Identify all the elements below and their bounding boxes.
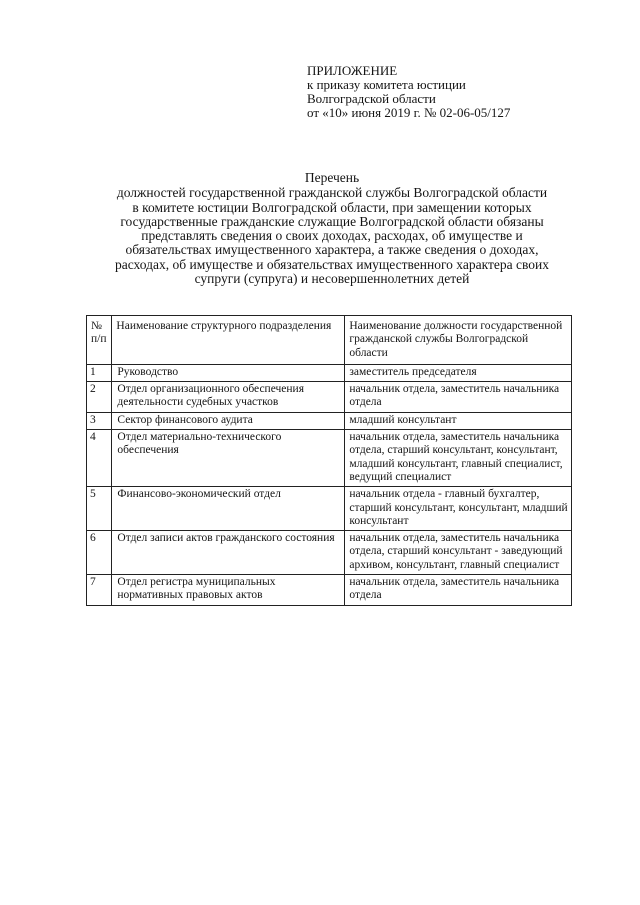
document-title bbox=[76, 171, 588, 286]
title-line: государственные гражданские служащие Волгоградской области обязаны bbox=[120, 213, 544, 229]
appendix-order-ref: к приказу комитета юстиции bbox=[307, 77, 466, 92]
header-position: Наименование должности государственной гражданской службы Волгоградской области bbox=[345, 316, 572, 365]
row-number: 4 bbox=[87, 430, 112, 487]
row-department: Сектор финансового аудита bbox=[112, 412, 345, 429]
row-department: Руководство bbox=[112, 364, 345, 381]
table-row bbox=[87, 412, 572, 429]
row-department: Отдел материально-технического обеспечения bbox=[112, 430, 345, 487]
header-number-symbol: № bbox=[91, 320, 102, 332]
row-position: начальник отдела, заместитель начальника отдела bbox=[345, 575, 572, 606]
row-number: 6 bbox=[87, 531, 112, 575]
appendix-order-date: от «10» июня 2019 г. № 02-06-05/127 bbox=[307, 105, 511, 120]
table-row bbox=[87, 430, 572, 487]
table-row bbox=[87, 364, 572, 381]
row-position: начальник отдела, заместитель начальника отдела, старший консультант - заведующий архивом, консультант, главный специалист bbox=[345, 531, 572, 575]
title-line: в комитете юстиции Волгоградской области, при замещении которых bbox=[132, 199, 532, 215]
row-number: 2 bbox=[87, 382, 112, 413]
appendix-label: ПРИЛОЖЕНИЕ bbox=[307, 63, 398, 78]
row-position: начальник отдела, заместитель начальника отдела, старший консультант, консультант, младший консультант, главный специалист, ведущий специалист bbox=[345, 430, 572, 487]
table-row bbox=[87, 382, 572, 413]
row-position: младший консультант bbox=[345, 412, 572, 429]
row-number: 3 bbox=[87, 412, 112, 429]
table-row bbox=[87, 575, 572, 606]
appendix-block bbox=[307, 64, 510, 120]
row-position: начальник отдела, заместитель начальника отдела bbox=[345, 382, 572, 413]
title-heading: Перечень bbox=[304, 170, 360, 185]
row-department: Отдел регистра муниципальных нормативных правовых актов bbox=[112, 575, 345, 606]
row-number: 5 bbox=[87, 487, 112, 531]
appendix-region: Волгоградской области bbox=[307, 91, 436, 106]
row-number: 7 bbox=[87, 575, 112, 606]
table-row bbox=[87, 531, 572, 575]
row-number: 1 bbox=[87, 364, 112, 381]
title-line: супруги (супруга) и несовершеннолетних детей bbox=[194, 271, 470, 287]
row-department: Отдел организационного обеспечения деятельности судебных участков bbox=[112, 382, 345, 413]
row-position: заместитель председателя bbox=[345, 364, 572, 381]
header-number bbox=[87, 316, 112, 365]
row-department: Отдел записи актов гражданского состояния bbox=[112, 531, 345, 575]
table-row bbox=[87, 487, 572, 531]
positions-table bbox=[86, 315, 572, 606]
title-line: расходах, об имуществе и обязательствах имущественного характера своих bbox=[115, 256, 549, 272]
header-number-abbr: п/п bbox=[91, 333, 107, 346]
title-line: должностей государственной гражданской службы Волгоградской области bbox=[116, 185, 548, 201]
row-position: начальник отдела - главный бухгалтер, старший консультант, консультант, младший консультант bbox=[345, 487, 572, 531]
row-department: Финансово-экономический отдел bbox=[112, 487, 345, 531]
title-line: представлять сведения о своих доходах, расходах, об имуществе и bbox=[141, 228, 523, 244]
header-department: Наименование структурного подразделения bbox=[112, 316, 345, 365]
title-line: обязательствах имущественного характера, а также сведения о доходах, bbox=[125, 242, 539, 258]
table-header-row bbox=[87, 316, 572, 365]
